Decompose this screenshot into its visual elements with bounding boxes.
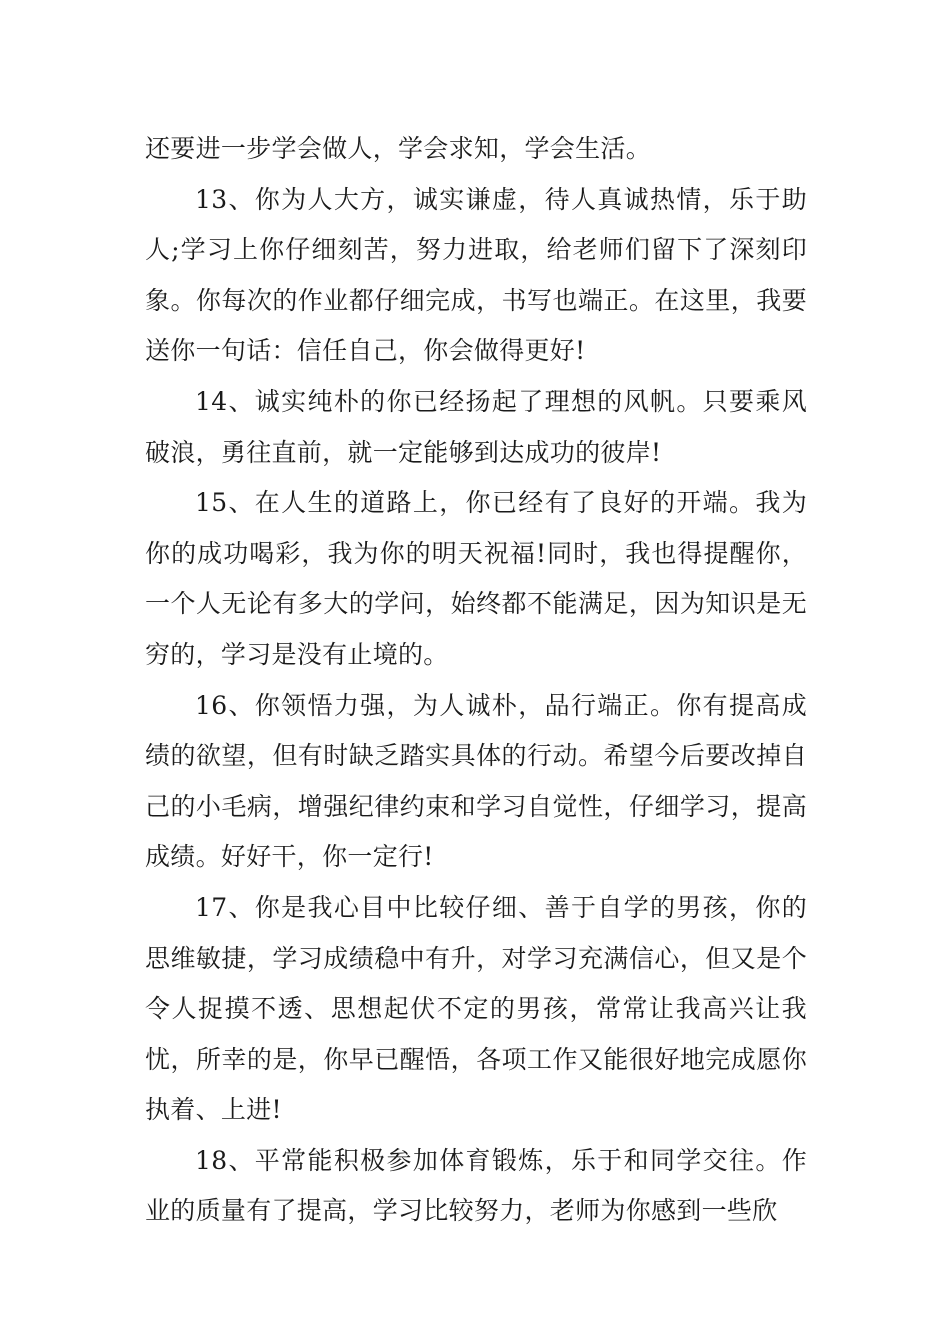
paragraph-18: 18、平常能积极参加体育锻炼，乐于和同学交往。作业的质量有了提高，学习比较努力，老师为你感到一些欣	[145, 1145, 807, 1226]
paragraph-15: 15、在人生的道路上，你已经有了良好的开端。我为你的成功喝彩，我为你的明天祝福!同时，我也得提醒你，一个人无论有多大的学问，始终都不能满足，因为知识是无穷的，学习是没有止境的。	[145, 488, 807, 669]
paragraph-13: 13、你为人大方，诚实谦虚，待人真诚热情，乐于助人;学习上你仔细刻苦，努力进取，给老师们留下了深刻印象。你每次的作业都仔细完成，书写也端正。在这里，我要送你一句话：信任自己，你会做得更好!	[145, 184, 807, 366]
document-body	[145, 124, 807, 1237]
paragraph-16: 16、你领悟力强，为人诚朴，品行端正。你有提高成绩的欲望，但有时缺乏踏实具体的行动。希望今后要改掉自己的小毛病，增强纪律约束和学习自觉性，仔细学习，提高成绩。好好干，你一定行!	[145, 690, 807, 872]
paragraph-14: 14、诚实纯朴的你已经扬起了理想的风帆。只要乘风破浪，勇往直前，就一定能够到达成功的彼岸!	[145, 386, 807, 467]
paragraph-continuation: 还要进一步学会做人，学会求知，学会生活。	[145, 134, 652, 163]
paragraph-17: 17、你是我心目中比较仔细、善于自学的男孩，你的思维敏捷，学习成绩稳中有升，对学习充满信心，但又是个令人捉摸不透、思想起伏不定的男孩，常常让我高兴让我忧，所幸的是，你早已醒悟，各项工作又能很好地完成愿你执着、上进!	[145, 892, 807, 1125]
